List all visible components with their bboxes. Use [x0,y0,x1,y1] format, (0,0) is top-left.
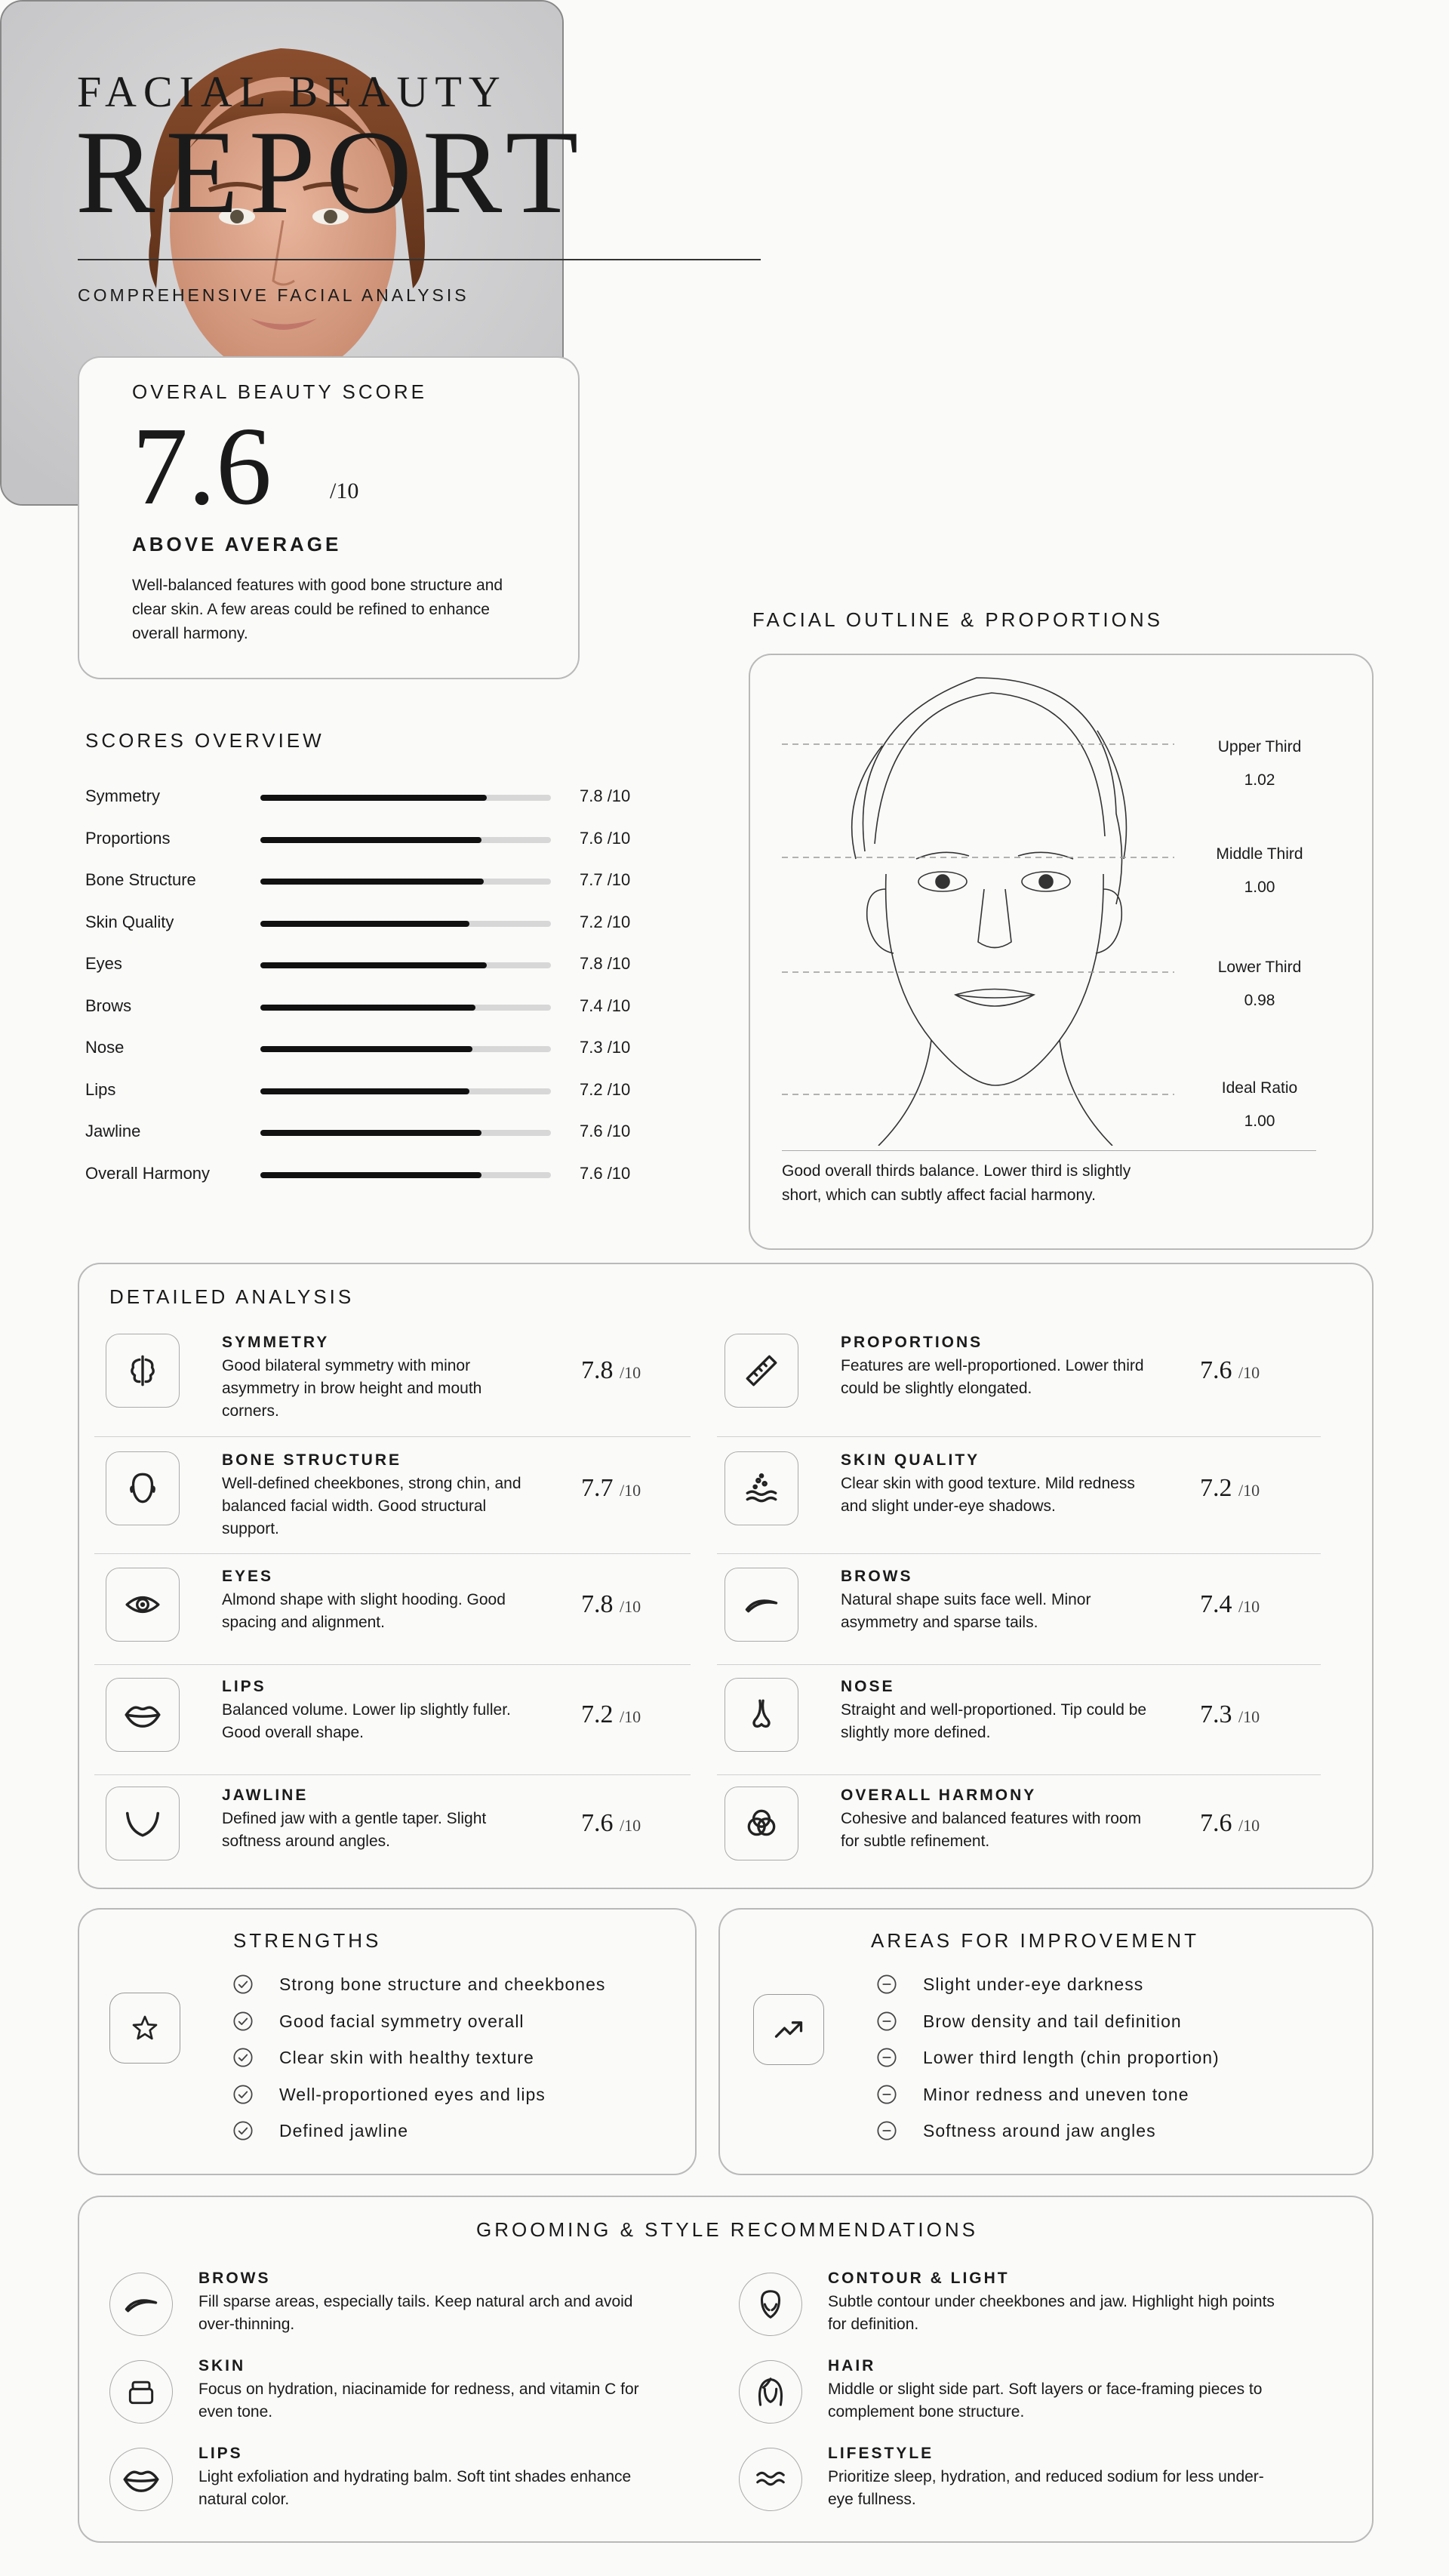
score-row [85,1079,659,1101]
grooming-item-name: LIFESTYLE [828,2445,934,2462]
grooming-item [739,2445,1343,2520]
score-row-label: Brows [85,996,132,1015]
facial-outline-card [749,654,1374,1250]
list-item-text: Slight under-eye darkness [923,1974,1144,1994]
score-row [85,869,659,891]
analysis-icon-box [106,1568,180,1642]
grooming-item-name: HAIR [828,2357,876,2374]
score-row-value: 7.6 /10 [580,828,631,848]
row-divider [717,1436,1321,1437]
grooming-item [739,2270,1343,2345]
analysis-score-denominator: /10 [620,1597,641,1616]
score-bar-track [260,1172,551,1178]
overall-rating: ABOVE AVERAGE [132,533,342,556]
head-icon [124,1470,162,1507]
analysis-score-value: 7.6 [581,1809,620,1837]
analysis-icon-box [106,1451,180,1525]
scores-overview-title: SCORES OVERVIEW [85,729,325,752]
cream-jar-icon [125,2375,158,2408]
analysis-icon-box [724,1334,798,1408]
grooming-item-desc: Prioritize sleep, hydration, and reduced sodium for less under-eye fullness. [828,2468,1264,2508]
analysis-icon-box [724,1787,798,1860]
row-divider [717,1664,1321,1665]
analysis-item-desc: Natural shape suits face well. Minor asymmetry and sparse tails. [841,1591,1091,1631]
hair-icon [753,2374,788,2409]
harmony-circles-icon [743,1805,780,1842]
ratio-value: 1.00 [1244,1113,1275,1130]
score-row-value: 7.6 /10 [580,1122,631,1140]
analysis-item-name: SYMMETRY [222,1334,330,1351]
analysis-item-name: NOSE [841,1678,895,1695]
score-row [85,827,659,850]
strengths-title: STRENGTHS [233,1929,382,1952]
analysis-item-desc: Cohesive and balanced features with room for subtle refinement. [841,1810,1142,1850]
grooming-item-desc: Light exfoliation and hydrating balm. Soft tint shades enhance natural color. [198,2468,632,2508]
score-row [85,953,659,975]
jawline-icon [122,1803,163,1844]
score-row-value: 7.3 /10 [580,1038,631,1057]
grooming-item-name: CONTOUR & LIGHT [828,2270,1010,2287]
score-row-label: Lips [85,1079,116,1099]
analysis-score-value: 7.6 [1200,1356,1238,1384]
waves-icon [753,2462,788,2497]
list-item-text: Defined jawline [279,2121,408,2141]
star-icon [109,1993,180,2064]
analysis-item [724,1451,1343,1565]
list-item-text: Lower third length (chin proportion) [923,2048,1220,2067]
outline-divider [782,1150,1316,1151]
grooming-title: GROOMING & STYLE RECOMMENDATIONS [476,2218,978,2241]
improvements-card [718,1908,1374,2175]
grooming-icon-circle [739,2273,802,2336]
analysis-score-denominator: /10 [1238,1816,1260,1835]
score-bar-track [260,795,551,801]
skin-texture-icon [743,1470,780,1507]
list-item-text: Clear skin with healthy texture [279,2048,534,2067]
analysis-item-name: BROWS [841,1568,913,1585]
grooming-item [109,2270,713,2345]
analysis-score-denominator: /10 [1238,1597,1260,1616]
report-kicker: FACIAL BEAUTY [77,67,507,116]
score-row-label: Bone Structure [85,870,196,889]
analysis-item-desc: Almond shape with slight hooding. Good spacing and alignment. [222,1591,506,1631]
ratio-label: Middle Third [1216,845,1303,863]
analysis-item-desc: Well-defined cheekbones, strong chin, and balanced facial width. Good structural support. [222,1475,521,1537]
analysis-score-value: 7.7 [581,1474,620,1502]
symmetry-icon [124,1352,162,1390]
analysis-item-score [1200,1700,1260,1729]
row-divider [94,1436,691,1437]
overall-description: Well-balanced features with good bone structure and clear skin. A few areas could be refined to enhance overall harmony. [132,577,503,642]
score-bar-fill [260,837,481,843]
grooming-item-name: BROWS [198,2270,271,2287]
ratio-label: Lower Third [1217,959,1302,976]
analysis-score-denominator: /10 [620,1707,641,1726]
score-row [85,1036,659,1059]
score-bar-fill [260,1172,481,1178]
analysis-item-desc: Clear skin with good texture. Mild redness and slight under-eye shadows. [841,1475,1135,1515]
score-row-label: Jawline [85,1122,141,1140]
improvements-title: AREAS FOR IMPROVEMENT [871,1929,1200,1952]
analysis-item [724,1334,1343,1447]
analysis-item-name: LIPS [222,1678,266,1695]
score-row-value: 7.8 /10 [580,954,631,973]
score-row-label: Symmetry [85,786,160,805]
score-bar-track [260,1088,551,1094]
analysis-item-score [1200,1809,1260,1838]
analysis-score-denominator: /10 [620,1363,641,1382]
nose-icon [743,1696,780,1734]
analysis-item-name: EYES [222,1568,274,1585]
analysis-item-score [581,1474,641,1503]
grooming-item [739,2357,1343,2433]
row-divider [717,1553,1321,1554]
analysis-score-value: 7.8 [581,1356,620,1384]
check-circle-icon [232,2120,254,2141]
analysis-score-denominator: /10 [620,1816,641,1835]
analysis-score-value: 7.6 [1200,1809,1238,1837]
score-row-label: Overall Harmony [85,1163,211,1183]
score-row [85,911,659,934]
analysis-item [724,1787,1343,1900]
minus-circle-icon [876,2011,897,2032]
grooming-item-desc: Subtle contour under cheekbones and jaw. Highlight high points for definition. [828,2293,1275,2333]
report-subtitle: COMPREHENSIVE FACIAL ANALYSIS [78,285,469,305]
score-row [85,785,659,808]
overall-score-denominator: /10 [330,479,359,503]
analysis-icon-box [106,1334,180,1408]
ruler-icon [743,1352,780,1390]
minus-circle-icon [876,1974,897,1995]
analysis-item-name: SKIN QUALITY [841,1451,980,1469]
minus-circle-icon [876,2084,897,2105]
grooming-icon-circle [739,2360,802,2424]
lips-icon [123,1695,162,1734]
score-row [85,1120,659,1143]
list-item-text: Well-proportioned eyes and lips [279,2084,546,2104]
score-bar-fill [260,1130,481,1136]
score-bar-fill [260,1046,472,1052]
analysis-score-value: 7.2 [581,1700,620,1728]
analysis-item-score [1200,1474,1260,1503]
analysis-score-denominator: /10 [620,1481,641,1500]
analysis-icon-box [724,1451,798,1525]
score-bar-track [260,837,551,843]
analysis-score-value: 7.4 [1200,1590,1238,1618]
analysis-score-denominator: /10 [1238,1363,1260,1382]
score-row-label: Eyes [85,954,122,973]
facial-outline-title: FACIAL OUTLINE & PROPORTIONS [752,608,1163,631]
eye-icon [124,1586,162,1623]
row-divider [94,1553,691,1554]
analysis-item-score [1200,1356,1260,1385]
minus-circle-icon [876,2120,897,2141]
check-circle-icon [232,1974,254,1995]
score-row-label: Skin Quality [85,912,174,931]
analysis-score-value: 7.8 [581,1590,620,1618]
minus-circle-icon [876,2047,897,2068]
report-title: REPORT [75,106,589,239]
analysis-icon-box [724,1678,798,1752]
analysis-item-score [1200,1590,1260,1619]
analysis-item-score [581,1809,641,1838]
analysis-score-denominator: /10 [1238,1707,1260,1726]
score-bar-fill [260,921,469,927]
brow-icon [122,2285,161,2324]
analysis-icon-box [106,1787,180,1860]
analysis-item-name: BONE STRUCTURE [222,1451,402,1469]
list-item-text: Strong bone structure and cheekbones [279,1974,606,1994]
grooming-icon-circle [109,2360,173,2424]
analysis-item-desc: Features are well-proportioned. Lower third could be slightly elongated. [841,1357,1144,1397]
thirds-guide-lines [782,655,1174,1146]
grooming-icon-circle [109,2448,173,2511]
analysis-score-value: 7.3 [1200,1700,1238,1728]
grooming-item [109,2445,713,2520]
trending-up-icon [753,1994,824,2065]
score-bar-fill [260,1005,475,1011]
ratio-value: 0.98 [1244,992,1275,1009]
analysis-item-score [581,1356,641,1385]
score-row-value: 7.6 /10 [580,1163,631,1183]
lips-icon [122,2460,161,2499]
detailed-analysis-title: DETAILED ANALYSIS [109,1285,355,1308]
brow-icon [742,1585,781,1624]
score-row-label: Nose [85,1038,125,1057]
list-item-text: Minor redness and uneven tone [923,2084,1189,2104]
row-divider [717,1774,1321,1775]
analysis-item [106,1451,724,1565]
row-divider [94,1664,691,1665]
ratio-label: Upper Third [1217,738,1302,756]
score-row-value: 7.2 /10 [580,912,631,931]
analysis-item-score [581,1700,641,1729]
overall-score-card [78,356,580,679]
grooming-icon-circle [739,2448,802,2511]
score-row-value: 7.8 /10 [580,786,631,805]
score-bar-track [260,1046,551,1052]
grooming-card [78,2196,1374,2543]
grooming-icon-circle [109,2273,173,2336]
list-item-text: Good facial symmetry overall [279,2011,525,2031]
analysis-score-denominator: /10 [1238,1481,1260,1500]
detailed-analysis-card [78,1263,1374,1889]
analysis-item-desc: Balanced volume. Lower lip slightly fuller. Good overall shape. [222,1701,511,1741]
score-row-value: 7.2 /10 [580,1079,631,1099]
header-divider [78,259,761,260]
analysis-item-desc: Good bilateral symmetry with minor asymmetry in brow height and mouth corners. [222,1357,482,1420]
score-row-value: 7.7 /10 [580,870,631,889]
check-circle-icon [232,2047,254,2068]
score-bar-track [260,1130,551,1136]
list-item-text: Brow density and tail definition [923,2011,1182,2031]
analysis-item-desc: Straight and well-proportioned. Tip could be slightly more defined. [841,1701,1147,1741]
analysis-item [106,1334,724,1447]
score-bar-track [260,879,551,885]
score-row [85,1162,659,1185]
analysis-item [106,1787,724,1900]
analysis-icon-box [724,1568,798,1642]
grooming-item-desc: Middle or slight side part. Soft layers or face-framing pieces to complement bone structure. [828,2381,1263,2421]
score-bar-fill [260,795,487,801]
grooming-item-name: LIPS [198,2445,243,2462]
analysis-score-value: 7.2 [1200,1474,1238,1502]
grooming-item-desc: Fill sparse areas, especially tails. Keep natural arch and avoid over-thinning. [198,2293,633,2333]
score-row-value: 7.4 /10 [580,996,631,1015]
score-bar-fill [260,879,484,885]
check-circle-icon [232,2011,254,2032]
row-divider [94,1774,691,1775]
analysis-item-desc: Defined jaw with a gentle taper. Slight softness around angles. [222,1810,487,1850]
overall-score-label: OVERAL BEAUTY SCORE [132,380,427,403]
strengths-card [78,1908,697,2175]
analysis-item-score [581,1590,641,1619]
score-row [85,995,659,1017]
check-circle-icon [232,2084,254,2105]
analysis-icon-box [106,1678,180,1752]
score-bar-track [260,1005,551,1011]
grooming-item-name: SKIN [198,2357,246,2374]
analysis-item-name: OVERALL HARMONY [841,1787,1037,1804]
face-contour-icon [753,2287,788,2322]
score-row-label: Proportions [85,828,171,848]
grooming-item [109,2357,713,2433]
score-bar-track [260,921,551,927]
overall-score-value: 7.6 [132,405,272,528]
ratio-value: 1.02 [1244,771,1275,789]
analysis-item-name: PROPORTIONS [841,1334,983,1351]
analysis-item-name: JAWLINE [222,1787,309,1804]
score-bar-fill [260,962,487,968]
score-bar-track [260,962,551,968]
outline-note: Good overall thirds balance. Lower third is slightly short, which can subtly affect facial harmony. [782,1162,1131,1204]
list-item-text: Softness around jaw angles [923,2121,1156,2141]
ratio-label: Ideal Ratio [1221,1079,1298,1097]
grooming-item-desc: Focus on hydration, niacinamide for redness, and vitamin C for even tone. [198,2381,639,2421]
ratio-value: 1.00 [1244,879,1275,896]
score-bar-fill [260,1088,469,1094]
